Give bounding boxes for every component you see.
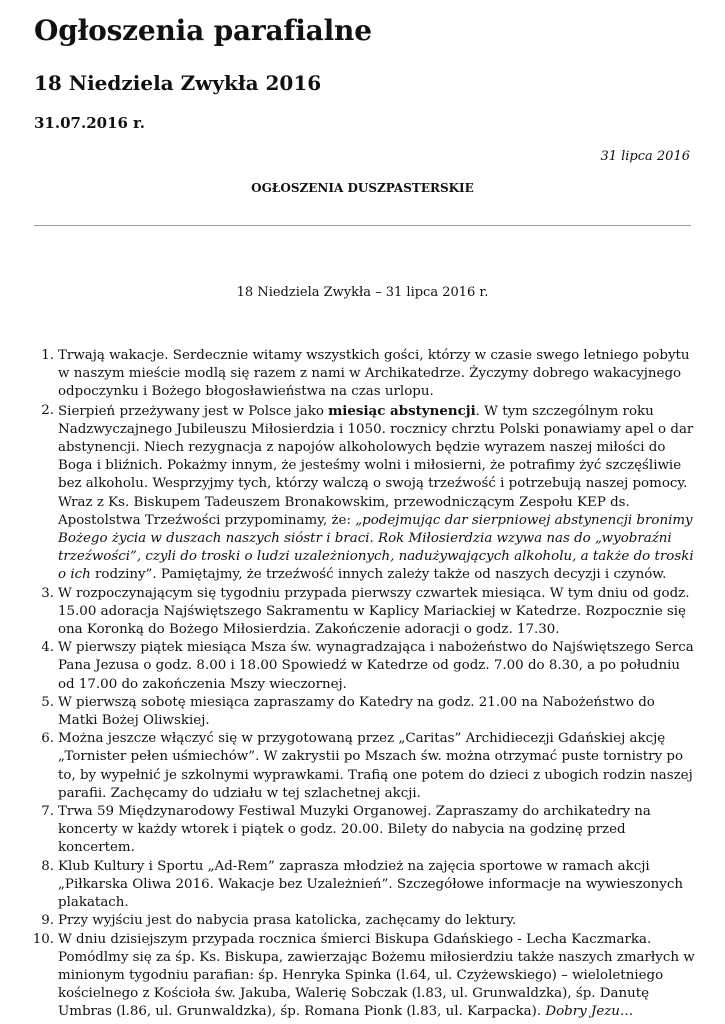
- item-number: 10.: [32, 931, 54, 947]
- item-number: 5.: [41, 694, 54, 710]
- date-heading: 31.07.2016 r.: [34, 114, 145, 132]
- item-number: 3.: [41, 585, 54, 601]
- item-text: Trwa 59 Międzynarodowy Festiwal Muzyki Organowej. Zapraszamy do archikatedry na koncerty w każdy wtorek i piątek o godz. 20.00. Bilety do nabycia na godzinę przed koncertem.: [58, 804, 651, 856]
- item-text: Klub Kultury i Sportu „Ad-Rem” zaprasza młodzież na zajęcia sportowe w ramach akcji „Piłkarska Oliwa 2016. Wakacje bez Uzależnień”. Szczegółowe informacje na wywieszonych plakatach.: [58, 858, 683, 911]
- list-item: [41, 803, 698, 858]
- list-item: [41, 694, 698, 730]
- item-text: Przy wyjściu jest do nabycia prasa katolicka, zachęcamy do lektury.: [58, 913, 517, 929]
- item-text: . W tym szczególnym roku Nadzwyczajnego Jubileuszu Miłosierdzia i 1050. rocznicy chrztu Polski ponawiamy apel o dar abstynencji. Niech rezygnacja z napojów alkoholowych będzie wyrazem naszej miłości do Boga i bliźnich. Pokażmy innym, że jesteśmy wolni i miłosierni, że potrafimy żyć szczęśliwie bez alkoholu. Wesprzyjmy tych, którzy walczą o swoją trzeźwość i potrzebują naszej pomocy. Wraz z Ks. Biskupem Tadeuszem Bronakowskim, przewodniczącym Zespołu KEP ds. Apostolstwa Trzeźwości przypominamy, że:: [58, 403, 694, 528]
- section-title: OGŁOSZENIA DUSZPASTERSKIE: [251, 181, 474, 195]
- item-text: Można jeszcze włączyć się w przygotowaną przez „Caritas” Archidiecezji Gdańskiej akcję „Tornister pełen uśmiechów”. W zakrystii po Mszach św. można otrzymać puste tornistry po to, by wypełnić je szkolnymi wyprawkami. Trafią one potem do dzieci z ubogich rodzin naszej parafii. Zachęcamy do udziału w tej szlachetnej akcji.: [58, 731, 693, 801]
- item-number: 6.: [41, 731, 54, 747]
- list-item: [41, 402, 698, 585]
- list-item: [41, 639, 698, 694]
- list-item: [41, 347, 698, 402]
- list-item: [41, 585, 698, 640]
- item-text: W pierwszy piątek miesiąca Msza św. wynagradzająca i nabożeństwo do Najświętszego Serca Pana Jezusa o godz. 8.00 i 18.00 Spowiedź w Katedrze od godz. 7.00 do 8.30, a po południu od 17.00 do zakończenia Mszy wieczornej.: [58, 640, 694, 692]
- horizontal-divider: [34, 225, 691, 226]
- item-text: W dniu dzisiejszym przypada rocznica śmierci Biskupa Gdańskiego - Lecha Kaczmarka. Pomódlmy się za śp. Ks. Biskupa, zawierzając Bożemu miłosierdziu także naszych zmarłych w minionym tygodniu parafian: śp. Henryka Spinka (l.64, ul. Czyżewskiego) – wieloletniego kościelnego z Kościoła św. Jakuba, Walerię Sobczak (l.83, ul. Grunwaldzka), śp. Danutę Umbras (l.86, ul. Grunwaldzka), śp. Romana Pionk (l.83, ul. Karpacka).: [58, 931, 695, 1020]
- sunday-heading: 18 Niedziela Zwykła 2016: [34, 71, 322, 95]
- item-text: Sierpień przeżywany jest w Polsce jako: [58, 403, 329, 419]
- item-italic-text: Dobry Jezu…: [545, 1004, 634, 1020]
- item-number: 8.: [41, 858, 54, 874]
- item-quote: „podejmując dar sierpniowej abstynencji bronimy Bożego życia w duszach naszych sióstr i braci. Rok Miłosierdzia wzywa nas do „wyobraźni trzeźwości”, czyli do troski o ludzi uzależnionych, nadużywających alkoholu, a także do troski o ich: [58, 512, 694, 583]
- item-text: W rozpoczynającym się tygodniu przypada pierwszy czwartek miesiąca. W tym dniu od godz. 15.00 adoracja Najświętszego Sakramentu w Kaplicy Mariackiej w Katedrze. Rozpocznie się ona Koronką do Bożego Miłosierdzia. Zakończenie adoracji o godz. 17.30.: [58, 585, 690, 638]
- date-right: 31 lipca 2016: [600, 149, 690, 164]
- item-number: 1.: [41, 348, 54, 363]
- item-text: Trwają wakacje. Serdecznie witamy wszystkich gości, którzy w czasie swego letniego pobytu w naszym mieście modlą się razem z nami w Archikatedrze. Życzymy dobrego wakacyjnego odpoczynku i Bożego błogosławieństwa na czas urlopu.: [58, 348, 690, 400]
- item-number: 4.: [41, 640, 54, 656]
- list-item: [41, 730, 698, 803]
- list-item: [32, 931, 698, 1022]
- announcements-list: [32, 347, 698, 1022]
- item-number: 7.: [41, 804, 54, 820]
- item-number: 2.: [41, 402, 54, 418]
- item-number: 9.: [41, 913, 54, 929]
- list-item: [41, 912, 698, 930]
- item-text: W pierwszą sobotę miesiąca zapraszamy do Katedry na godz. 21.00 na Nabożeństwo do Matki Bożej Oliwskiej.: [58, 694, 655, 729]
- subtitle: 18 Niedziela Zwykła – 31 lipca 2016 r.: [236, 285, 489, 300]
- item-text: rodziny”. Pamiętajmy, że trzeźwość innych zależy także od naszych decyzji i czynów.: [90, 567, 667, 583]
- list-item: [41, 858, 698, 913]
- page-title: Ogłoszenia parafialne: [34, 14, 372, 47]
- item-bold-text: miesiąc abstynencji: [328, 402, 476, 419]
